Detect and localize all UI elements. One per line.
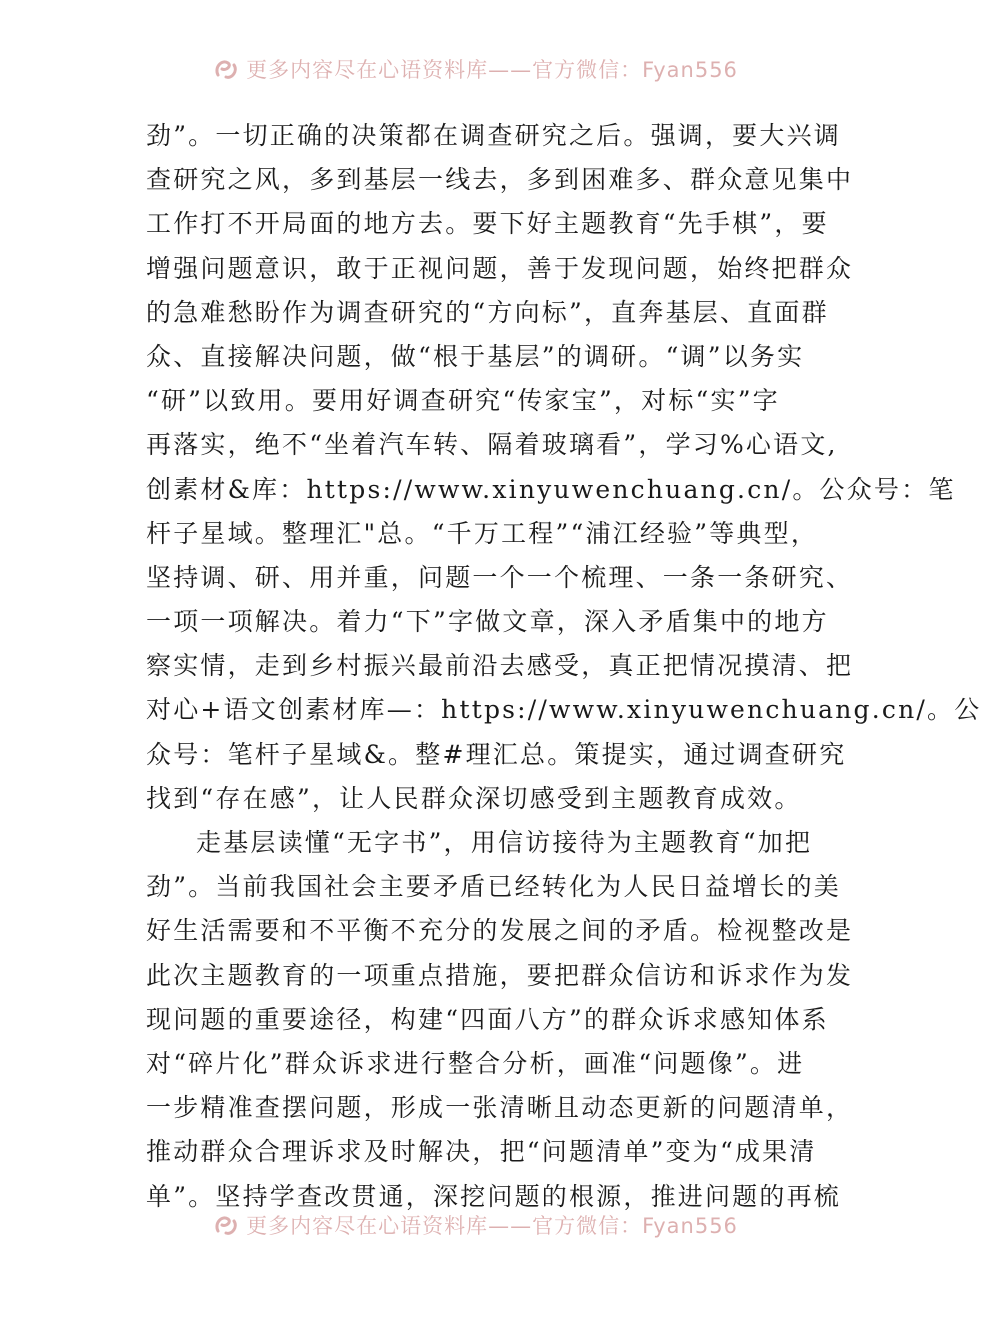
- text-line: 一项一项解决。着力“下”字做文章，深入矛盾集中的地方: [146, 607, 829, 637]
- text-line: 此次主题教育的一项重点措施，要把群众信访和诉求作为发: [146, 960, 854, 990]
- watermark-text: 更多内容尽在心语资料库——官方微信：Fyan556: [246, 1214, 738, 1238]
- document-body: [146, 114, 981, 1219]
- brand-logo-icon: [212, 1211, 240, 1239]
- text-line: 劲”。一切正确的决策都在调查研究之后。强调，要大兴调: [146, 121, 841, 150]
- text-line: 单”。坚持学查改贯通，深挖问题的根源，推进问题的再梳: [146, 1181, 841, 1211]
- text-line: 坚持调、研、用并重，问题一个一个梳理、一条一条研究、: [146, 562, 854, 592]
- text-line: 创素材&库：https://www.xinyuwenchuang.cn/。公众号：笔: [146, 474, 956, 504]
- footer-watermark: [0, 1208, 950, 1242]
- text-line: 一步精准查摆问题，形成一张清晰且动态更新的问题清单，: [146, 1093, 854, 1123]
- text-line: “研”以致用。要用好调查研究“传家宝”，对标“实”字: [146, 386, 780, 416]
- brand-logo-icon: [212, 55, 240, 83]
- text-line: 再落实，绝不“坐着汽车转、隔着玻璃看”，学习%心语文,: [146, 430, 838, 460]
- text-line: 找到“存在感”，让人民群众深切感受到主题教育成效。: [146, 783, 802, 813]
- text-line: 工作打不开局面的地方去。要下好主题教育“先手棋”，要: [146, 209, 829, 239]
- text-line: 对心+语文创素材库—：https://www.xinyuwenchuang.cn/。公: [146, 695, 981, 725]
- text-line: 劲”。当前我国社会主要矛盾已经转化为人民日益增长的美: [146, 872, 841, 902]
- watermark-text: 更多内容尽在心语资料库——官方微信：Fyan556: [246, 58, 738, 82]
- text-line: 增强问题意识，敢于正视问题，善于发现问题，始终把群众: [146, 253, 854, 283]
- header-watermark: [0, 52, 950, 86]
- text-line: 推动群众合理诉求及时解决，把“问题清单”变为“成果清: [146, 1137, 817, 1167]
- text-line: 察实情，走到乡村振兴最前沿去感受，真正把情况摸清、把: [146, 651, 854, 681]
- text-line: 杆子星域。整理汇"总。“千万工程”“浦江经验”等典型，: [146, 518, 819, 548]
- text-line: 现问题的重要途径，构建“四面八方”的群众诉求感知体系: [146, 1004, 829, 1034]
- text-line: 众号：笔杆子星域&。整#理汇总。策提实，通过调查研究: [146, 739, 847, 769]
- text-line: 查研究之风，多到基层一线去，多到困难多、群众意见集中: [146, 165, 854, 195]
- text-line: 对“碎片化”群众诉求进行整合分析，画准“问题像”。进: [146, 1048, 805, 1078]
- text-line: 的急难愁盼作为调查研究的“方向标”，直奔基层、直面群: [146, 297, 829, 327]
- text-line: 好生活需要和不平衡不充分的发展之间的矛盾。检视整改是: [146, 916, 854, 946]
- text-line: 众、直接解决问题，做“根于基层”的调研。“调”以务实: [146, 341, 805, 371]
- paragraph-start-line: 走基层读懂“无字书”，用信访接待为主题教育“加把: [196, 828, 813, 857]
